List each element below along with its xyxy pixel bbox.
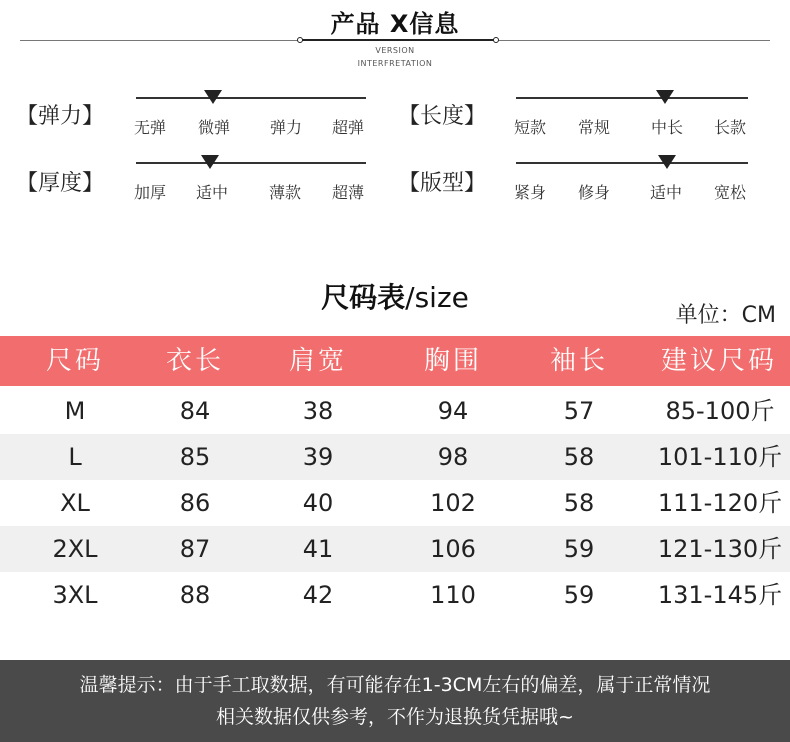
unit-label: 单位：CM: [675, 303, 776, 328]
cell-chest: 94: [437, 397, 469, 425]
attr-label-length: 【长度】: [398, 104, 487, 129]
cell-shoulder: 40: [302, 489, 334, 517]
header-shoulder: 肩宽: [288, 346, 347, 376]
cell-chest: 98: [437, 443, 469, 471]
thickness-marker-icon: [201, 155, 219, 169]
cell-size: L: [68, 443, 82, 471]
elasticity-option: 弹力: [270, 118, 303, 137]
fit-option: 宽松: [714, 183, 747, 202]
page-title: 产品 X信息: [330, 10, 460, 38]
thickness-option: 加厚: [134, 183, 167, 202]
footer-notice-line1: 温馨提示：由于手工取数据，有可能存在1-3CM左右的偏差，属于正常情况: [79, 674, 711, 696]
table-row: [0, 434, 790, 480]
cell-chest: 102: [430, 489, 476, 517]
length-marker-icon: [656, 90, 674, 104]
elasticity-option: 微弹: [198, 118, 231, 137]
length-option: 常规: [578, 118, 611, 137]
cell-recommended: 111-120斤: [657, 489, 783, 517]
thickness-option: 适中: [196, 183, 229, 202]
header-sleeve: 袖长: [549, 346, 608, 376]
size-table-header: [0, 336, 790, 386]
size-chart-title: [0, 276, 790, 316]
length-scale-line: [516, 97, 748, 99]
elasticity-option: 无弹: [134, 118, 167, 137]
elasticity-option: 超弹: [332, 118, 365, 137]
cell-chest: 110: [430, 581, 476, 609]
footer-notice: [0, 660, 790, 742]
header-chest: 胸围: [423, 346, 482, 376]
cell-recommended: 101-110斤: [657, 443, 783, 471]
divider-dot-left: [297, 37, 303, 43]
length-option: 中长: [651, 118, 684, 137]
header-length: 衣长: [165, 346, 224, 376]
cell-recommended: 131-145斤: [657, 581, 783, 609]
cell-shoulder: 39: [302, 443, 334, 471]
fit-scale-line: [516, 162, 748, 164]
attr-label-thickness: 【厚度】: [16, 171, 105, 196]
cell-shoulder: 42: [302, 581, 334, 609]
fit-option: 修身: [578, 183, 611, 202]
subtitle-version: VERSION: [375, 46, 415, 55]
cell-length: 86: [179, 489, 211, 517]
table-row: [0, 480, 790, 526]
attr-label-elasticity: 【弹力】: [16, 104, 105, 129]
thickness-scale-line: [136, 162, 366, 164]
header-recommended: 建议尺码: [660, 346, 777, 376]
cell-sleeve: 58: [563, 443, 595, 471]
cell-sleeve: 58: [563, 489, 595, 517]
elasticity-marker-icon: [204, 90, 222, 104]
table-row: [0, 572, 790, 618]
cell-sleeve: 59: [563, 535, 595, 563]
cell-size: M: [64, 397, 86, 425]
divider-dot-right: [493, 37, 499, 43]
size-chart-title-bold: 尺码表: [321, 281, 406, 314]
size-chart-title-rest: /size: [405, 281, 469, 314]
cell-shoulder: 38: [302, 397, 334, 425]
cell-size: 2XL: [52, 535, 98, 563]
thickness-option: 薄款: [269, 183, 302, 202]
cell-recommended: 121-130斤: [657, 535, 783, 563]
cell-length: 87: [179, 535, 211, 563]
cell-length: 88: [179, 581, 211, 609]
table-row: [0, 388, 790, 434]
fit-option: 适中: [650, 183, 683, 202]
header-divider-accent: [302, 39, 496, 41]
cell-size: 3XL: [52, 581, 98, 609]
cell-sleeve: 59: [563, 581, 595, 609]
fit-option: 紧身: [514, 183, 547, 202]
footer-notice-line2: 相关数据仅供参考，不作为退换货凭据哦~: [216, 706, 574, 728]
fit-marker-icon: [658, 155, 676, 169]
cell-length: 84: [179, 397, 211, 425]
elasticity-scale-line: [136, 97, 366, 99]
cell-shoulder: 41: [302, 535, 334, 563]
header-size: 尺码: [45, 346, 104, 376]
cell-length: 85: [179, 443, 211, 471]
thickness-option: 超薄: [332, 183, 365, 202]
cell-sleeve: 57: [563, 397, 595, 425]
cell-size: XL: [60, 489, 90, 517]
attr-label-fit: 【版型】: [398, 171, 487, 196]
length-option: 短款: [514, 118, 547, 137]
length-option: 长款: [714, 118, 747, 137]
cell-recommended: 85-100斤: [665, 397, 775, 425]
cell-chest: 106: [430, 535, 476, 563]
subtitle-interpretation: INTERFRETATION: [357, 59, 433, 68]
table-row: [0, 526, 790, 572]
